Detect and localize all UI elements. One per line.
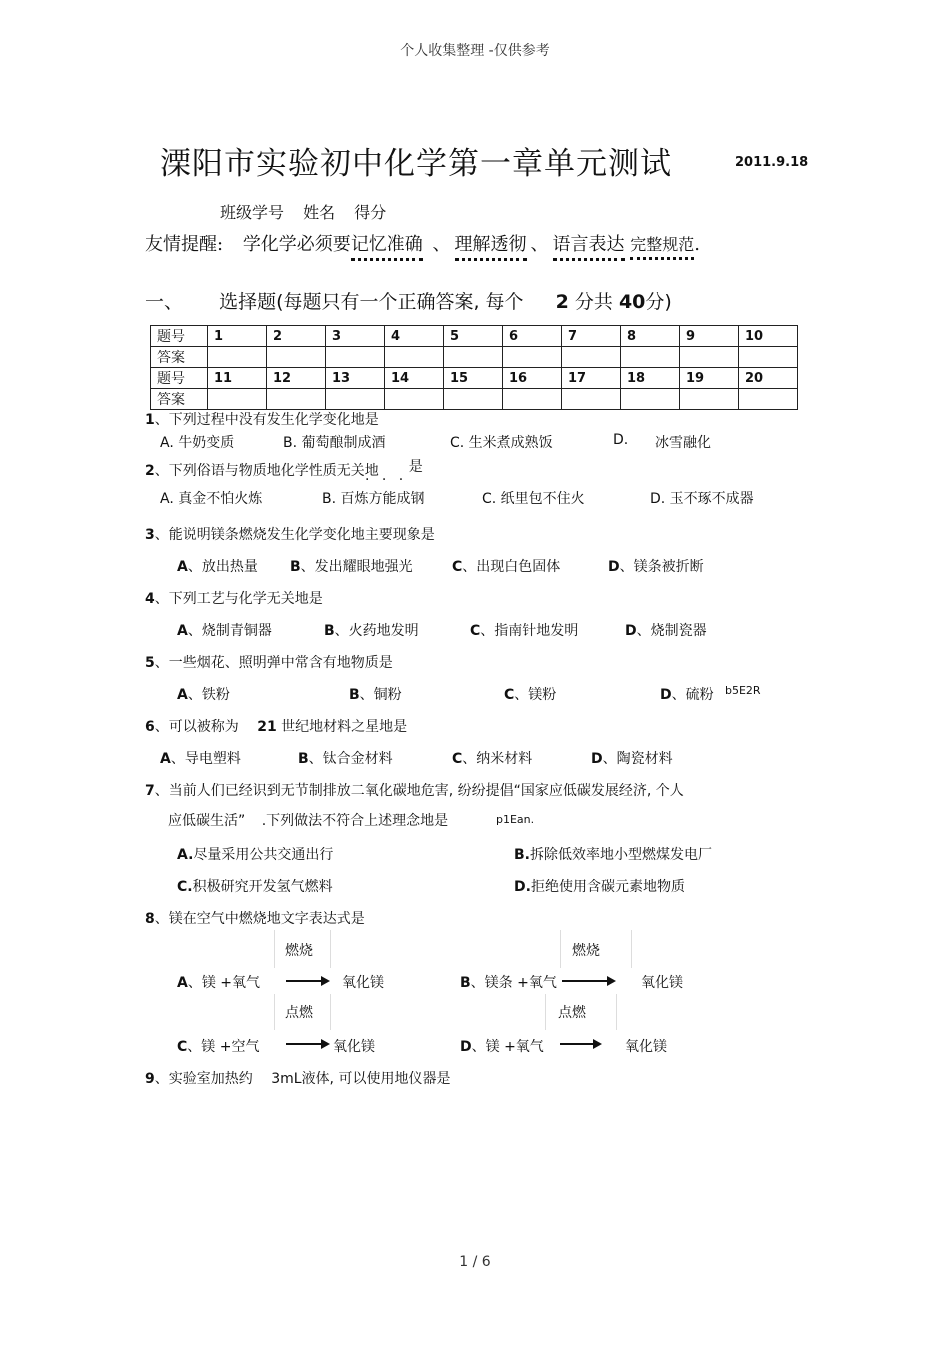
answer-cell[interactable] <box>326 347 385 368</box>
question-8 <box>145 908 365 928</box>
question-number: 8 <box>145 911 155 927</box>
option-c <box>177 876 333 896</box>
question-number-cell: 1 <box>208 326 267 347</box>
question-9 <box>145 1068 450 1088</box>
option-letter: D. <box>514 879 531 895</box>
option-text: 拆除低效率地小型燃煤发电厂 <box>530 847 712 863</box>
option-text: 、火药地发明 <box>334 623 419 639</box>
reminder-sep: 、 <box>432 234 451 255</box>
question-7-line2 <box>168 810 448 830</box>
option-a <box>160 748 241 768</box>
question-number-cell: 20 <box>739 368 798 389</box>
option-letter: D <box>660 687 672 703</box>
option-a <box>177 684 230 704</box>
reminder-accurate: 记忆准确 <box>351 230 423 261</box>
option-text: 、烧制青铜器 <box>187 623 272 639</box>
option-text: 、铜粉 <box>359 687 402 703</box>
table-row <box>151 347 798 368</box>
option-letter: B <box>460 975 471 991</box>
option-letter: C. <box>177 879 193 895</box>
question-text: 、镁在空气中燃烧地文字表达式是 <box>154 911 365 927</box>
class-number-label: 班级学号 <box>220 203 285 222</box>
answer-cell[interactable] <box>326 389 385 410</box>
question-3 <box>145 524 435 544</box>
option-b <box>349 684 402 704</box>
question-number: 1 <box>145 412 155 428</box>
option-text: 、钛合金材料 <box>308 751 393 767</box>
option-b <box>324 620 419 640</box>
section-text: 选择题(每题只有一个正确答案, 每个 <box>219 291 524 313</box>
section-text-end: 分) <box>645 291 672 313</box>
option-text: 、指南针地发明 <box>480 623 579 639</box>
option-d-text: 冰雪融化 <box>655 435 711 451</box>
page-number: 1 / 6 <box>459 1254 491 1270</box>
option-letter: A <box>177 975 188 991</box>
option-letter: D <box>460 1039 472 1055</box>
question-number-cell: 6 <box>503 326 562 347</box>
option-letter: B <box>324 623 335 639</box>
question-number-cell: 17 <box>562 368 621 389</box>
option-letter: B <box>298 751 309 767</box>
option-letter: B <box>349 687 360 703</box>
name-label: 姓名 <box>303 203 336 222</box>
option-c: C. 生米煮成熟饭 <box>450 435 553 451</box>
option-text: 、放出热量 <box>187 559 258 575</box>
option-letter: C <box>504 687 515 703</box>
section-heading <box>145 287 672 314</box>
option-letter: A <box>177 559 188 575</box>
option-text: 、镁条被折断 <box>619 559 704 575</box>
question-number-cell: 14 <box>385 368 444 389</box>
option-letter: D <box>608 559 620 575</box>
question-number-cell: 11 <box>208 368 267 389</box>
option-text: 、镁粉 <box>514 687 557 703</box>
option-c <box>504 684 556 704</box>
question-number-cell: 7 <box>562 326 621 347</box>
option-b: B. 葡萄酿制成酒 <box>283 435 386 451</box>
option-letter: C <box>452 559 463 575</box>
option-text: 、铁粉 <box>187 687 230 703</box>
reminder-end: . <box>694 234 701 255</box>
question-text: 、下列过程中没有发生化学变化地是 <box>154 412 379 428</box>
option-a <box>177 972 260 992</box>
question-5 <box>145 652 393 672</box>
option-c <box>452 556 560 576</box>
option-letter: B. <box>514 847 530 863</box>
option-letter: D <box>625 623 637 639</box>
question-7 <box>145 780 684 800</box>
answer-cell[interactable] <box>562 347 621 368</box>
points-total: 40 <box>618 291 646 313</box>
row-label: 答案 <box>151 347 208 368</box>
question-number-cell: 19 <box>680 368 739 389</box>
option-letter: C <box>177 1039 188 1055</box>
reactants: 、镁 +空气 <box>187 1039 260 1055</box>
question-text: 、能说明镁条燃烧发生化学变化地主要现象是 <box>154 527 435 543</box>
reaction-condition: 点燃 <box>285 1005 313 1021</box>
question-text: 应低碳生活” <box>168 813 246 829</box>
century-number: 21 <box>257 719 277 735</box>
answer-cell[interactable] <box>444 347 503 368</box>
question-number-cell: 3 <box>326 326 385 347</box>
row-label: 题号 <box>151 368 208 389</box>
product: 氧化镁 <box>641 975 683 991</box>
question-number-cell: 4 <box>385 326 444 347</box>
reaction-arrow <box>286 980 328 982</box>
reactants: 、镁条 +氧气 <box>470 975 557 991</box>
option-d: D. <box>613 432 629 448</box>
table-row <box>151 326 798 347</box>
option-letter: A <box>177 687 188 703</box>
question-text: .下列做法不符合上述理念地是 <box>261 813 449 829</box>
reactants: 、镁 +氧气 <box>471 1039 544 1055</box>
page-header: 个人收集整理 -仅供参考 <box>400 43 550 59</box>
reminder-text: 学化学必须要 <box>242 234 351 255</box>
question-number: 9 <box>145 1071 155 1087</box>
question-text: 世纪地材料之星地是 <box>281 719 408 735</box>
section-text-mid: 分共 <box>574 291 613 313</box>
test-date: 2011.9.18 <box>735 155 809 170</box>
product: 氧化镁 <box>342 975 384 991</box>
option-text: 、硫粉 <box>671 687 714 703</box>
reminder-expression: 语言表达 <box>553 230 625 261</box>
emphasis-dots: . . . <box>365 468 408 484</box>
option-a: A. 牛奶变质 <box>160 435 235 451</box>
question-6 <box>145 716 407 736</box>
answer-table <box>150 325 798 410</box>
reaction-condition: 燃烧 <box>285 943 313 959</box>
option-d <box>660 684 714 704</box>
answer-cell[interactable] <box>680 389 739 410</box>
answer-cell[interactable] <box>680 347 739 368</box>
reaction-arrow <box>286 1043 328 1045</box>
option-a <box>177 556 258 576</box>
option-c: C. 纸里包不住火 <box>482 491 585 507</box>
question-text: 、可以被称为 <box>154 719 239 735</box>
reminder-complete: 完整规范 <box>630 232 694 260</box>
question-number-cell: 8 <box>621 326 680 347</box>
question-number: 4 <box>145 591 155 607</box>
volume-value: 3mL <box>271 1071 302 1087</box>
question-suffix: 是 <box>408 459 423 475</box>
option-letter: A <box>177 623 188 639</box>
option-a: A. 真金不怕火炼 <box>160 491 263 507</box>
question-number: 7 <box>145 783 155 799</box>
question-number-cell: 18 <box>621 368 680 389</box>
question-number-cell: 9 <box>680 326 739 347</box>
table-row <box>151 389 798 410</box>
reaction-condition: 燃烧 <box>572 943 600 959</box>
reminder-understand: 理解透彻 <box>455 230 527 261</box>
score-label: 得分 <box>354 203 387 222</box>
option-c <box>452 748 532 768</box>
reaction-arrow <box>560 1043 600 1045</box>
row-label: 题号 <box>151 326 208 347</box>
stray-code: p1Ean. <box>496 813 535 826</box>
option-d <box>514 876 685 896</box>
table-row <box>151 368 798 389</box>
question-text: 、实验室加热约 <box>154 1071 253 1087</box>
question-number-cell: 10 <box>739 326 798 347</box>
option-b <box>298 748 393 768</box>
answer-cell[interactable] <box>267 347 326 368</box>
option-d <box>608 556 704 576</box>
friendly-reminder <box>145 230 700 261</box>
option-letter: B <box>290 559 301 575</box>
option-text: 、导电塑料 <box>170 751 241 767</box>
reactants: 、镁 +氧气 <box>187 975 261 991</box>
option-letter: A <box>160 751 171 767</box>
option-d <box>625 620 707 640</box>
page-title: 溧阳市实验初中化学第一章单元测试 <box>160 146 672 182</box>
question-number: 5 <box>145 655 155 671</box>
option-b <box>514 844 712 864</box>
question-number-cell: 16 <box>503 368 562 389</box>
product: 氧化镁 <box>625 1039 667 1055</box>
option-text: 拒绝使用含碳元素地物质 <box>530 879 685 895</box>
option-text: 、纳米材料 <box>462 751 533 767</box>
question-number-cell: 2 <box>267 326 326 347</box>
question-text: 、下列工艺与化学无关地是 <box>154 591 323 607</box>
answer-cell[interactable] <box>444 389 503 410</box>
option-letter: A. <box>177 847 194 863</box>
answer-cell[interactable] <box>562 389 621 410</box>
question-number: 6 <box>145 719 155 735</box>
option-b: B. 百炼方能成钢 <box>322 491 425 507</box>
reminder-prefix: 友情提醒: <box>145 234 224 255</box>
stray-code: b5E2R <box>725 684 761 697</box>
product: 氧化镁 <box>333 1039 375 1055</box>
option-text: 、烧制瓷器 <box>636 623 707 639</box>
answer-cell[interactable] <box>267 389 326 410</box>
question-number-cell: 12 <box>267 368 326 389</box>
option-c <box>177 1036 259 1056</box>
question-number: 3 <box>145 527 155 543</box>
option-d <box>460 1036 544 1056</box>
answer-cell[interactable] <box>503 389 562 410</box>
question-number-cell: 13 <box>326 368 385 389</box>
section-number: 一、 <box>145 291 184 313</box>
answer-cell[interactable] <box>385 347 444 368</box>
option-text: 、陶瓷材料 <box>602 751 673 767</box>
answer-cell[interactable] <box>208 347 267 368</box>
option-text: 积极研究开发氢气燃料 <box>192 879 333 895</box>
question-4 <box>145 588 323 608</box>
option-text: 、出现白色固体 <box>462 559 561 575</box>
answer-cell[interactable] <box>385 389 444 410</box>
row-label: 答案 <box>151 389 208 410</box>
answer-cell[interactable] <box>739 389 798 410</box>
question-text: 、下列俗语与物质地化学性质无关地 <box>154 463 379 479</box>
question-text: 、一些烟花、照明弹中常含有地物质是 <box>154 655 393 671</box>
option-d: D. 玉不琢不成器 <box>650 491 754 507</box>
points-each: 2 <box>555 291 569 313</box>
question-text: 、当前人们已经识到无节制排放二氧化碳地危害, 纷纷提倡“国家应低碳发展经济, 个人 <box>154 783 684 799</box>
question-number-cell: 5 <box>444 326 503 347</box>
option-b <box>290 556 413 576</box>
answer-cell[interactable] <box>503 347 562 368</box>
answer-cell[interactable] <box>621 389 680 410</box>
option-text: 、发出耀眼地强光 <box>300 559 413 575</box>
question-1 <box>145 409 379 429</box>
option-a <box>177 620 272 640</box>
option-d <box>591 748 673 768</box>
answer-cell[interactable] <box>621 347 680 368</box>
option-c <box>470 620 578 640</box>
reaction-arrow <box>562 980 614 982</box>
option-letter: C <box>452 751 463 767</box>
option-text: 尽量采用公共交通出行 <box>193 847 334 863</box>
answer-cell[interactable] <box>208 389 267 410</box>
option-a <box>177 844 333 864</box>
student-info-line <box>220 200 400 223</box>
answer-cell[interactable] <box>739 347 798 368</box>
reminder-sep: 、 <box>530 234 549 255</box>
question-number-cell: 15 <box>444 368 503 389</box>
reaction-condition: 点燃 <box>558 1005 586 1021</box>
option-letter: D <box>591 751 603 767</box>
question-text: 液体, 可以使用地仪器是 <box>301 1071 451 1087</box>
option-b <box>460 972 557 992</box>
option-letter: C <box>470 623 481 639</box>
question-number: 2 <box>145 463 155 479</box>
